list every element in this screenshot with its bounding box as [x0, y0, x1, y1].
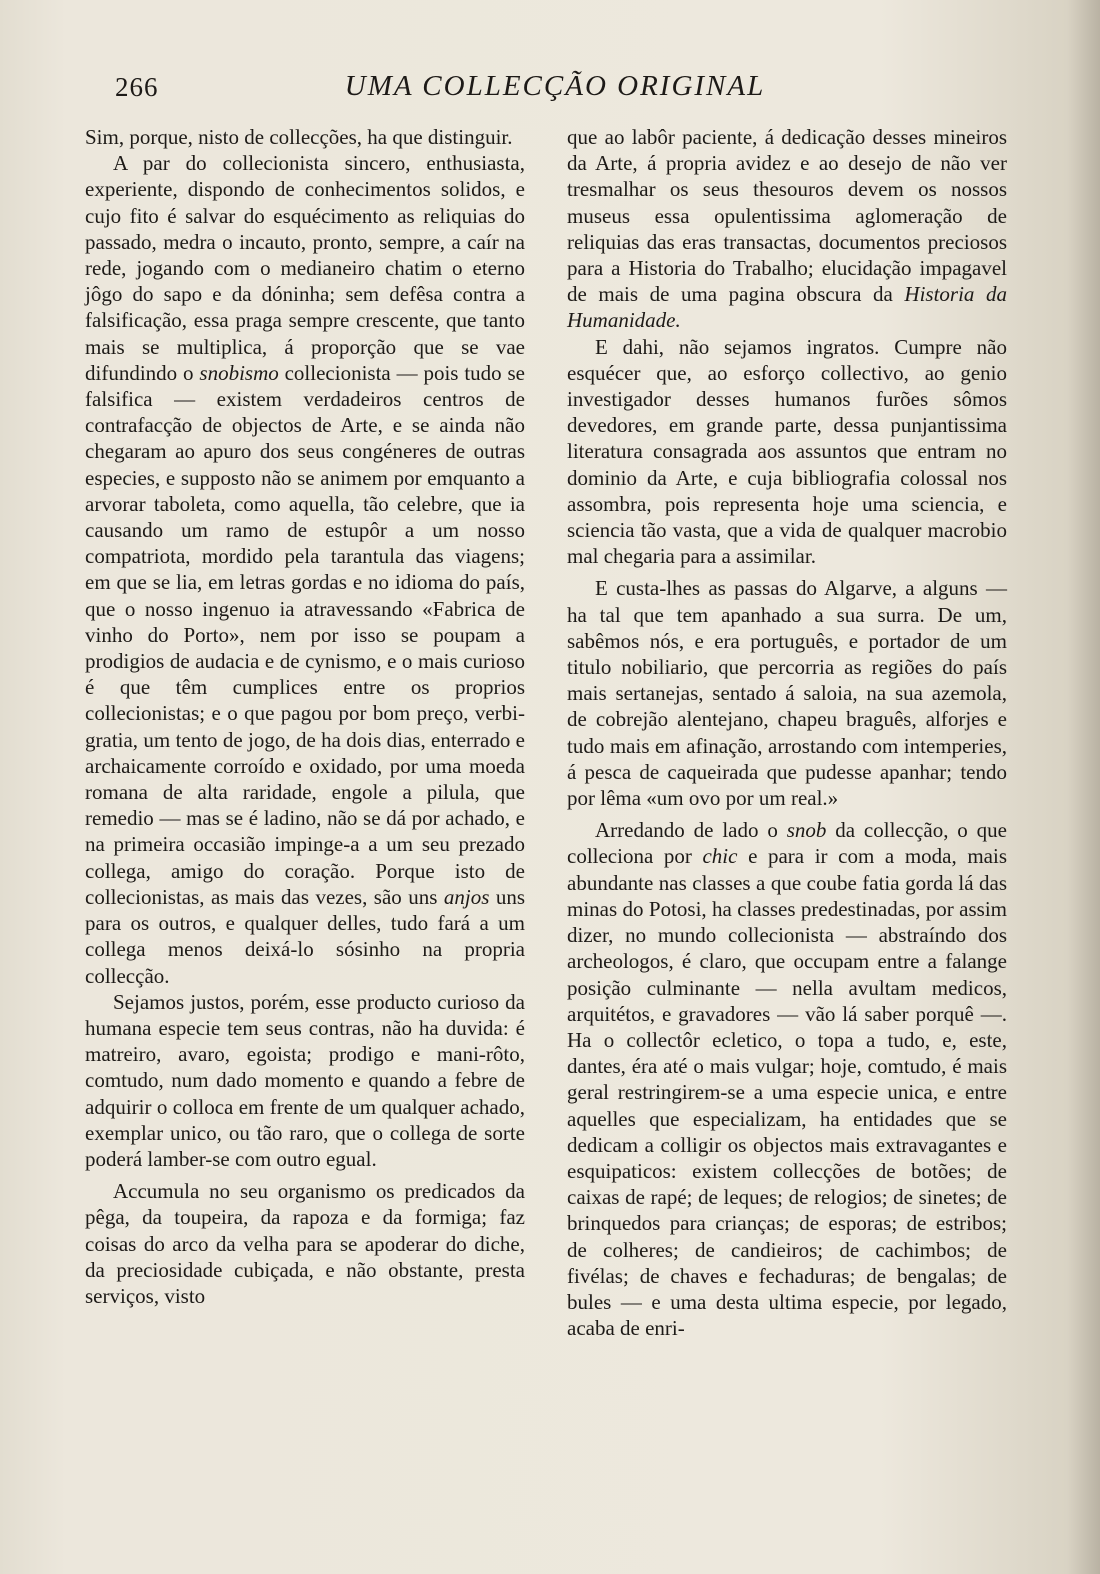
paragraph: Accumula no seu organismo os predicados da pêga, da toupeira, da rapoza e da formiga; faz coisas do arco da velha para se apoderar do diche, da preciosidade cubiçada, e não obstante, presta serviços, visto — [85, 1179, 525, 1308]
paragraph: E custa-lhes as passas do Algarve, a alguns — ha tal que tem apanhado a sua surra. De um, sabêmos nós, e era português, e portador de um titulo nobiliario, que percorria as regiões do país mais sertanejas, sentado á saloia, na sua azemola, de cobrejão alentejano, chapeu braguês, alforjes e tudo mais em afinação, arrostando com intemperies, á pesca de caqueirada que pudesse apanhar; tendo por lêma «um ovo por um real.» — [567, 576, 1007, 811]
page-number: 266 — [115, 72, 159, 102]
left-column — [85, 124, 525, 1309]
page-header — [85, 70, 1025, 110]
italic-term: snobismo — [199, 360, 279, 385]
italic-term: chic — [702, 844, 738, 869]
paragraph: Arredando de lado o snob da collecção, o que colleciona por chic e para ir com a moda, mais abundante nas classes a que coube fatia gorda lá das minas do Potosi, ha classes predestinadas, por assim dizer, no mundo collecionista — abstraíndo dos archeologos, é claro, que occupam entre a falange posição culminante — nella avultam medicos, arquitétos, e gravadores — vão lá saber porquê —. Ha o collectôr ecletico, o topa a tudo, e, este, dantes, éra até o mais vulgar; hoje, comtudo, é mais geral restringirem-se a uma especie unica, e entre aquelles que especializam, ha entidades que se dedicam a colligir os objectos mais extravagantes e esquipaticos: existem collecções de botões; de caixas de rapé; de leques; de relogios; de sinetes; de brinquedos para crianças; de esporas; de estribos; de colheres; de candieiros; de cachimbos; de fivélas; de chaves e fechaduras; de bengalas; de bules — e uma desta ultima especie, por legado, acaba de enri- — [567, 818, 1008, 1341]
italic-term: anjos — [443, 884, 490, 909]
paragraph: que ao labôr paciente, á dedicação desses mineiros da Arte, á propria avidez e ao desejo de não ver tresmalhar os seus thesouros devem os nossos museus essa opulentissima aglomeração de reliquias das eras transactas, documentos preciosos para a Historia do Trabalho; elucidação impagavel de mais de uma pagina obscura da Historia da Humanidade. — [567, 125, 1007, 333]
paragraph: Sejamos justos, porém, esse producto curioso da humana especie tem seus contras, não ha duvida: é matreiro, avaro, egoista; prodigo e mani-rôto, comtudo, num dado momento e quando a febre de adquirir o colloca em frente de um qualquer achado, exemplar unico, ou tão raro, que o collega de sorte poderá lamber-se com outro egual. — [85, 989, 525, 1171]
running-title: UMA COLLECÇÃO ORIGINAL — [344, 70, 766, 102]
paragraph: Sim, porque, nisto de collecções, ha que distinguir. — [85, 125, 513, 149]
paragraph: A par do collecionista sincero, enthusiasta, experiente, dispondo de conhecimentos solidos, e cujo fito é salvar do esquécimento as reliquias do passado, medra o incauto, pronto, sempre, a caír na rede, jogando com o medianeiro chatim o eterno jôgo do sapo e da dóninha; sem defêsa contra a falsificação, essa praga sempre crescente, que tanto mais se multiplica, á proporção que se vae difundindo o snobismo collecionista — pois tudo se falsifica — existem verdadeiros centros de contrafacção de objectos de Arte, e se ainda não chegaram ao apuro dos seus congéneres de outras especies, e supposto não se animem por emquanto a arvorar taboleta, como aquella, tão celebre, que ia causando um ramo de estupôr a um nosso compatriota, mordido pela tarantula das viagens; em que se lia, em letras gordas e no idioma do país, que o nosso ingenuo ia atravessando «Fabrica de vinho do Porto», nem por isso se poupam a prodigios de audacia e de cynismo, e o mais curioso é que têm cumplices entre os proprios collecionistas; e o que pagou por bom preço, verbi-gratia, um tento de jogo, de ha dois dias, enterrado e archaicamente corroído e oxidado, por uma moeda romana de alta raridade, engole a pilula, que remedio — mas se é ladino, não se dá por achado, e na primeira occasião impinge-a a um seu prezado collega, amigo do coração. Porque isto de collecionistas, as mais das vezes, são uns anjos uns para os outros, e qualquer delles, tudo fará a um collega menos deixá-lo sósinho na propria collecção. — [85, 151, 525, 988]
italic-term: Historia da Humanidade. — [567, 282, 1007, 333]
paragraph: E dahi, não sejamos ingratos. Cumpre não esquécer que, ao esforço collectivo, ao genio investigador desses humanos furões sômos devedores, em grande parte, dessa punjantissima literatura consagrada aos assuntos que entram no dominio da Arte, e cuja bibliografia colossal nos assombra, pois representa hoje uma sciencia, e sciencia tão vasta, que a vida de qualquer macrobio mal chegaria para a assimilar. — [567, 334, 1007, 569]
italic-term: snob — [786, 818, 827, 843]
right-column — [567, 124, 1007, 1341]
